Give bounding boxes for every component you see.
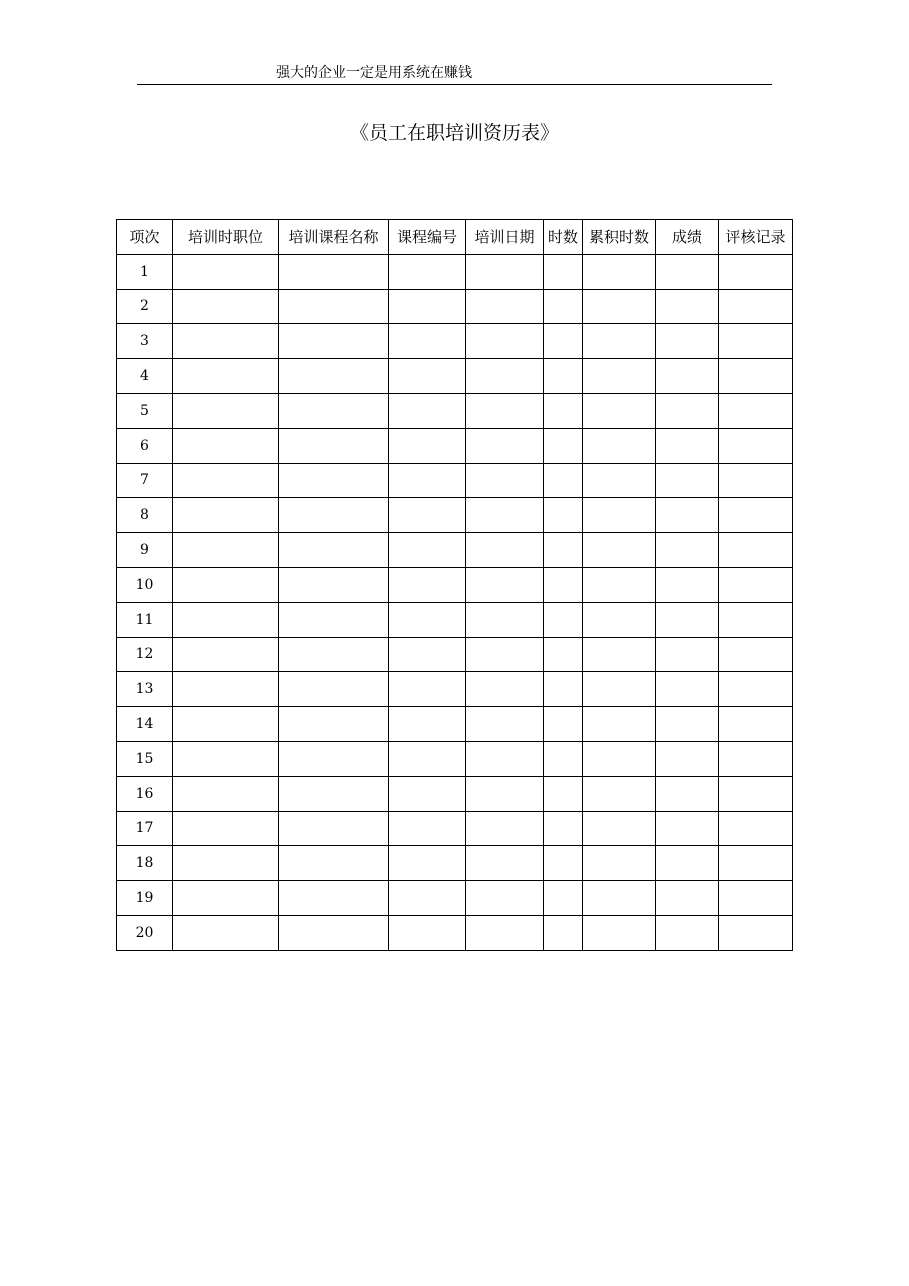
empty-cell [656, 463, 719, 498]
empty-cell [583, 776, 656, 811]
empty-cell [466, 637, 544, 672]
empty-cell [656, 393, 719, 428]
table-row [117, 567, 793, 602]
column-header: 课程编号 [389, 220, 466, 255]
empty-cell [719, 637, 793, 672]
empty-cell [389, 776, 466, 811]
empty-cell [719, 881, 793, 916]
table-row [117, 428, 793, 463]
empty-cell [719, 811, 793, 846]
empty-cell [389, 393, 466, 428]
empty-cell [389, 567, 466, 602]
empty-cell [173, 602, 279, 637]
row-index-cell: 9 [117, 533, 173, 568]
empty-cell [544, 637, 583, 672]
training-record-table [116, 219, 793, 951]
empty-cell [583, 846, 656, 881]
empty-cell [173, 324, 279, 359]
table-row [117, 498, 793, 533]
empty-cell [389, 289, 466, 324]
empty-cell [656, 915, 719, 950]
empty-cell [544, 254, 583, 289]
row-index-cell: 4 [117, 359, 173, 394]
empty-cell [466, 776, 544, 811]
empty-cell [279, 602, 389, 637]
empty-cell [389, 533, 466, 568]
empty-cell [544, 498, 583, 533]
empty-cell [583, 463, 656, 498]
empty-cell [173, 393, 279, 428]
empty-cell [656, 741, 719, 776]
empty-cell [719, 289, 793, 324]
empty-cell [719, 776, 793, 811]
row-index-cell: 11 [117, 602, 173, 637]
row-index-cell: 1 [117, 254, 173, 289]
empty-cell [173, 811, 279, 846]
empty-cell [544, 672, 583, 707]
empty-cell [656, 567, 719, 602]
empty-cell [656, 846, 719, 881]
empty-cell [544, 324, 583, 359]
empty-cell [656, 289, 719, 324]
empty-cell [466, 846, 544, 881]
row-index-cell: 5 [117, 393, 173, 428]
table-row [117, 602, 793, 637]
empty-cell [279, 811, 389, 846]
empty-cell [173, 428, 279, 463]
empty-cell [389, 741, 466, 776]
empty-cell [466, 324, 544, 359]
empty-cell [173, 498, 279, 533]
empty-cell [583, 393, 656, 428]
empty-cell [389, 359, 466, 394]
table-row [117, 707, 793, 742]
empty-cell [583, 811, 656, 846]
empty-cell [719, 533, 793, 568]
empty-cell [583, 672, 656, 707]
table-row [117, 359, 793, 394]
empty-cell [279, 637, 389, 672]
column-header: 时数 [544, 220, 583, 255]
empty-cell [583, 567, 656, 602]
empty-cell [583, 602, 656, 637]
column-header: 评核记录 [719, 220, 793, 255]
empty-cell [279, 498, 389, 533]
empty-cell [466, 498, 544, 533]
empty-cell [279, 428, 389, 463]
empty-cell [583, 741, 656, 776]
row-index-cell: 19 [117, 881, 173, 916]
empty-cell [544, 811, 583, 846]
table-header-row [117, 220, 793, 255]
empty-cell [389, 881, 466, 916]
row-index-cell: 10 [117, 567, 173, 602]
empty-cell [279, 846, 389, 881]
row-index-cell: 3 [117, 324, 173, 359]
empty-cell [466, 359, 544, 394]
empty-cell [656, 359, 719, 394]
table-row [117, 811, 793, 846]
empty-cell [656, 498, 719, 533]
empty-cell [466, 533, 544, 568]
empty-cell [719, 359, 793, 394]
table-row [117, 741, 793, 776]
empty-cell [544, 846, 583, 881]
empty-cell [719, 915, 793, 950]
empty-cell [279, 881, 389, 916]
empty-cell [389, 915, 466, 950]
empty-cell [544, 915, 583, 950]
empty-cell [279, 776, 389, 811]
empty-cell [389, 324, 466, 359]
empty-cell [656, 602, 719, 637]
empty-cell [583, 915, 656, 950]
empty-cell [279, 741, 389, 776]
empty-cell [656, 881, 719, 916]
empty-cell [389, 846, 466, 881]
empty-cell [544, 741, 583, 776]
empty-cell [544, 359, 583, 394]
empty-cell [544, 602, 583, 637]
empty-cell [544, 289, 583, 324]
empty-cell [583, 881, 656, 916]
empty-cell [389, 602, 466, 637]
empty-cell [719, 254, 793, 289]
empty-cell [466, 289, 544, 324]
empty-cell [389, 498, 466, 533]
row-index-cell: 20 [117, 915, 173, 950]
empty-cell [656, 672, 719, 707]
empty-cell [173, 637, 279, 672]
empty-cell [173, 776, 279, 811]
table-row [117, 324, 793, 359]
empty-cell [279, 254, 389, 289]
table-row [117, 533, 793, 568]
empty-cell [583, 324, 656, 359]
empty-cell [173, 289, 279, 324]
table-row [117, 254, 793, 289]
row-index-cell: 7 [117, 463, 173, 498]
page-header-slogan: 强大的企业一定是用系统在赚钱 [276, 65, 472, 81]
table-row [117, 881, 793, 916]
empty-cell [173, 707, 279, 742]
column-header: 成绩 [656, 220, 719, 255]
empty-cell [719, 741, 793, 776]
empty-cell [544, 567, 583, 602]
empty-cell [173, 359, 279, 394]
empty-cell [173, 254, 279, 289]
table-row [117, 393, 793, 428]
column-header: 培训日期 [466, 220, 544, 255]
empty-cell [583, 533, 656, 568]
row-index-cell: 8 [117, 498, 173, 533]
table-row [117, 637, 793, 672]
row-index-cell: 16 [117, 776, 173, 811]
row-index-cell: 17 [117, 811, 173, 846]
empty-cell [583, 428, 656, 463]
row-index-cell: 13 [117, 672, 173, 707]
empty-cell [173, 567, 279, 602]
empty-cell [544, 881, 583, 916]
empty-cell [279, 915, 389, 950]
empty-cell [719, 393, 793, 428]
row-index-cell: 14 [117, 707, 173, 742]
empty-cell [279, 393, 389, 428]
header-divider [137, 84, 772, 85]
empty-cell [583, 498, 656, 533]
empty-cell [173, 846, 279, 881]
empty-cell [466, 811, 544, 846]
empty-cell [389, 463, 466, 498]
empty-cell [279, 707, 389, 742]
document-title: 《员工在职培训资历表》 [349, 122, 559, 144]
empty-cell [466, 881, 544, 916]
column-header: 项次 [117, 220, 173, 255]
empty-cell [279, 289, 389, 324]
empty-cell [279, 672, 389, 707]
row-index-cell: 6 [117, 428, 173, 463]
empty-cell [583, 254, 656, 289]
table-row [117, 672, 793, 707]
table-body [117, 254, 793, 950]
empty-cell [466, 428, 544, 463]
empty-cell [719, 602, 793, 637]
empty-cell [583, 707, 656, 742]
empty-cell [279, 463, 389, 498]
empty-cell [656, 428, 719, 463]
table-row [117, 846, 793, 881]
empty-cell [656, 707, 719, 742]
table-row [117, 289, 793, 324]
empty-cell [583, 637, 656, 672]
empty-cell [719, 707, 793, 742]
row-index-cell: 2 [117, 289, 173, 324]
empty-cell [544, 707, 583, 742]
empty-cell [173, 741, 279, 776]
empty-cell [389, 811, 466, 846]
empty-cell [466, 463, 544, 498]
empty-cell [544, 393, 583, 428]
empty-cell [389, 637, 466, 672]
empty-cell [656, 776, 719, 811]
empty-cell [719, 324, 793, 359]
empty-cell [173, 672, 279, 707]
empty-cell [719, 846, 793, 881]
column-header: 培训课程名称 [279, 220, 389, 255]
empty-cell [173, 881, 279, 916]
empty-cell [466, 741, 544, 776]
empty-cell [544, 463, 583, 498]
empty-cell [544, 776, 583, 811]
empty-cell [656, 533, 719, 568]
empty-cell [389, 428, 466, 463]
empty-cell [466, 672, 544, 707]
column-header: 培训时职位 [173, 220, 279, 255]
empty-cell [719, 463, 793, 498]
column-header: 累积时数 [583, 220, 656, 255]
empty-cell [466, 567, 544, 602]
table-row [117, 915, 793, 950]
empty-cell [544, 533, 583, 568]
table-row [117, 463, 793, 498]
empty-cell [279, 359, 389, 394]
empty-cell [583, 359, 656, 394]
empty-cell [173, 463, 279, 498]
empty-cell [656, 637, 719, 672]
row-index-cell: 12 [117, 637, 173, 672]
empty-cell [466, 254, 544, 289]
empty-cell [389, 254, 466, 289]
empty-cell [279, 324, 389, 359]
empty-cell [466, 707, 544, 742]
empty-cell [389, 707, 466, 742]
row-index-cell: 15 [117, 741, 173, 776]
empty-cell [173, 915, 279, 950]
empty-cell [544, 428, 583, 463]
empty-cell [656, 324, 719, 359]
empty-cell [466, 602, 544, 637]
table-row [117, 776, 793, 811]
empty-cell [719, 498, 793, 533]
empty-cell [279, 533, 389, 568]
empty-cell [173, 533, 279, 568]
empty-cell [656, 811, 719, 846]
empty-cell [583, 289, 656, 324]
empty-cell [389, 672, 466, 707]
row-index-cell: 18 [117, 846, 173, 881]
empty-cell [719, 567, 793, 602]
empty-cell [466, 915, 544, 950]
empty-cell [466, 393, 544, 428]
empty-cell [719, 428, 793, 463]
empty-cell [656, 254, 719, 289]
empty-cell [279, 567, 389, 602]
empty-cell [719, 672, 793, 707]
